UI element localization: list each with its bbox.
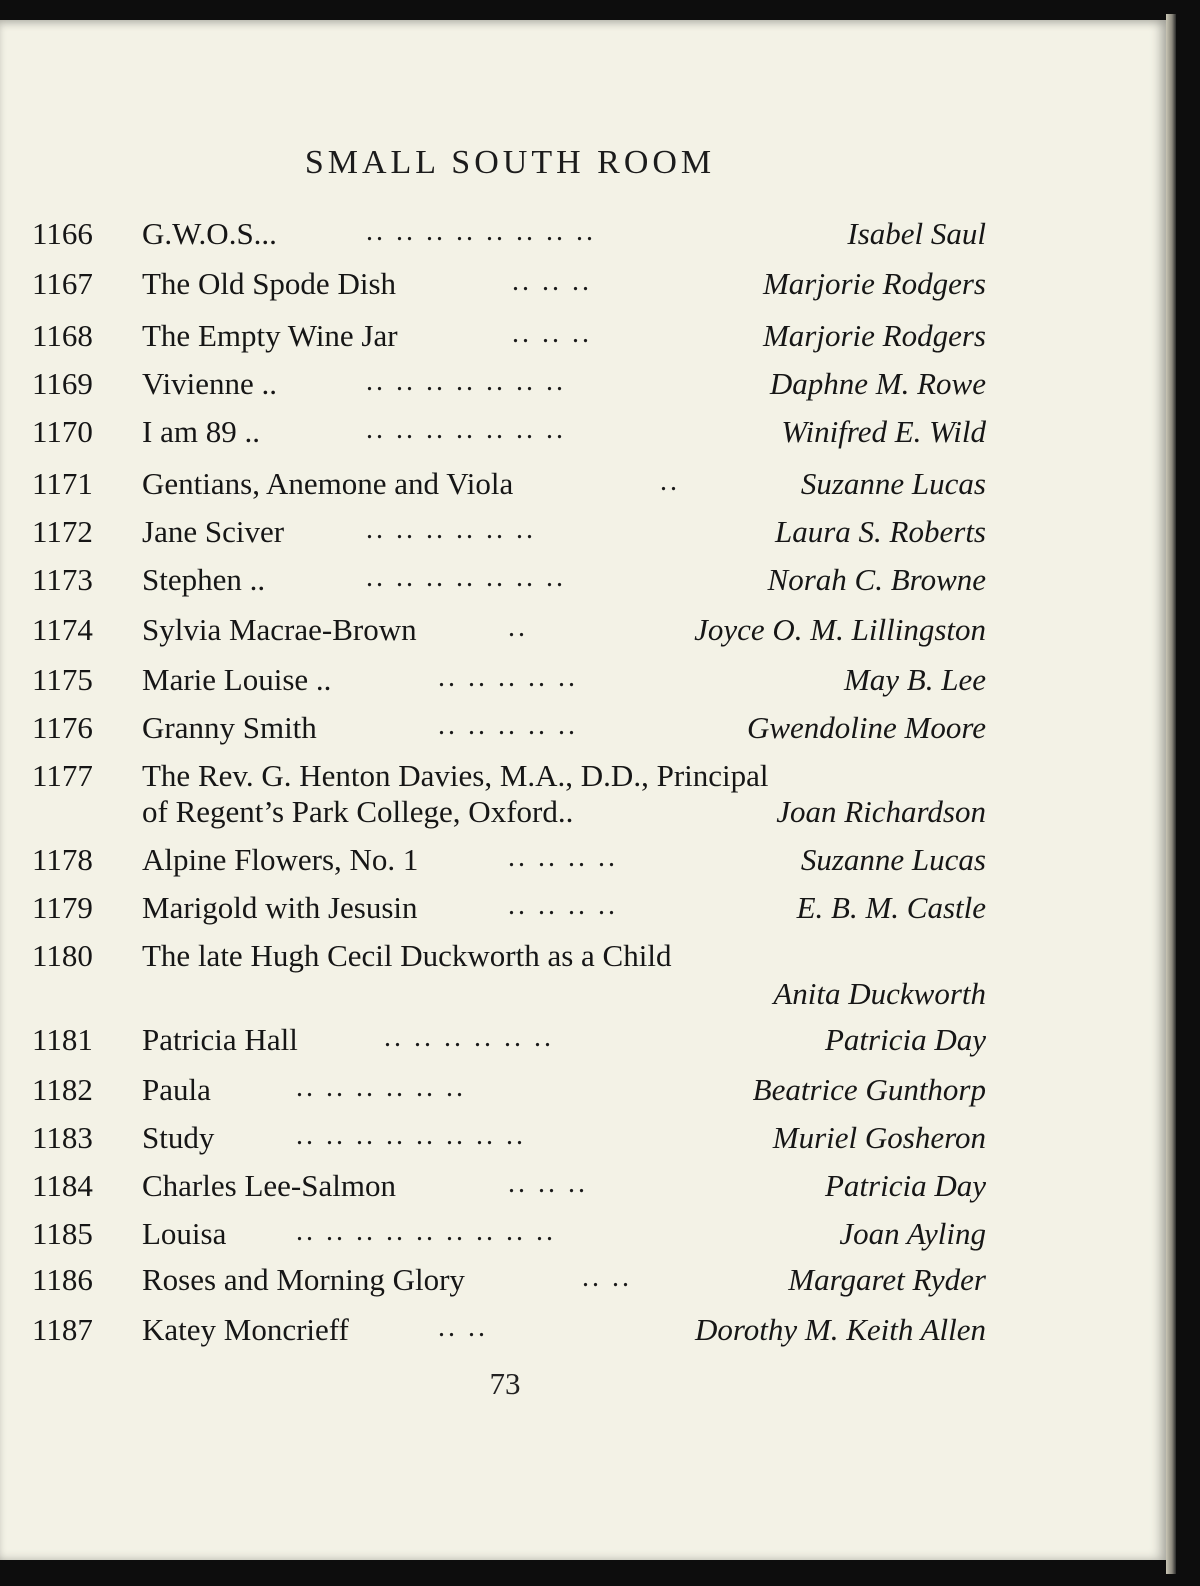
leader-dots: .. .. .. .. .. ..: [384, 1022, 554, 1053]
entry-title: Stephen ..: [142, 562, 266, 597]
leader-dots: .. ..: [582, 1262, 632, 1293]
entry-number: 1183: [32, 1120, 93, 1155]
entry-title: Sylvia Macrae-Brown: [142, 612, 417, 647]
leader-dots: .. .. .. ..: [508, 842, 618, 873]
entry-title: Roses and Morning Glory: [142, 1262, 465, 1297]
entry-title: The late Hugh Cecil Duckworth as a Child: [142, 938, 672, 973]
entry-number: 1187: [32, 1312, 93, 1347]
entry-number: 1173: [32, 562, 93, 597]
entry-number: 1176: [32, 710, 93, 745]
entry-number: 1181: [32, 1022, 93, 1057]
entry-title: Patricia Hall: [142, 1022, 298, 1057]
entry-artist: Joan Richardson: [776, 794, 986, 829]
entry-artist: Dorothy M. Keith Allen: [694, 1312, 986, 1347]
book-page-edge: [1166, 14, 1176, 1574]
page-heading: SMALL SOUTH ROOM: [304, 144, 716, 181]
catalogue-page: [0, 20, 1166, 1560]
entry-artist: Joan Ayling: [839, 1216, 986, 1251]
entry-artist: E. B. M. Castle: [796, 890, 986, 925]
entry-title: The Empty Wine Jar: [142, 318, 398, 353]
entry-artist: Suzanne Lucas: [800, 466, 986, 501]
leader-dots: .. .. ..: [512, 266, 592, 297]
leader-dots: .. .. .. .. ..: [438, 662, 578, 693]
entry-number: 1171: [32, 466, 93, 501]
entry-artist: Margaret Ryder: [788, 1262, 986, 1297]
leader-dots: .. .. .. .. .. ..: [366, 514, 536, 545]
leader-dots: .. .. ..: [508, 1168, 588, 1199]
leader-dots: .. .. .. .. .. .. .. .. ..: [296, 1216, 556, 1247]
entry-artist: Winifred E. Wild: [781, 414, 986, 449]
entry-number: 1185: [32, 1216, 93, 1251]
entry-title: Katey Moncrieff: [142, 1312, 349, 1347]
entry-title: Paula: [142, 1072, 211, 1107]
entry-number: 1186: [32, 1262, 93, 1297]
leader-dots: .. .. .. .. ..: [438, 710, 578, 741]
leader-dots: .. .. .. .. .. .. ..: [366, 414, 566, 445]
entry-number: 1177: [32, 758, 93, 793]
entry-artist: Daphne M. Rowe: [769, 366, 986, 401]
leader-dots: .. .. .. .. .. .. ..: [366, 366, 566, 397]
leader-dots: .. .. .. ..: [508, 890, 618, 921]
entry-number: 1182: [32, 1072, 93, 1107]
entry-title: Vivienne ..: [142, 366, 278, 401]
entry-artist: May B. Lee: [843, 662, 986, 697]
entry-artist: Laura S. Roberts: [775, 514, 986, 549]
entry-artist: Marjorie Rodgers: [762, 266, 986, 301]
entry-title: Alpine Flowers, No. 1: [142, 842, 419, 877]
entry-number: 1175: [32, 662, 93, 697]
leader-dots: ..: [508, 612, 528, 643]
entry-title: G.W.O.S...: [142, 216, 277, 251]
entry-number: 1166: [32, 216, 93, 251]
leader-dots: .. .. .. .. .. .. ..: [366, 562, 566, 593]
entry-title: Jane Sciver: [142, 514, 285, 549]
entry-artist: Joyce O. M. Lillingston: [694, 612, 986, 647]
entry-title-continued: of Regent’s Park College, Oxford..: [142, 794, 574, 829]
entry-number: 1178: [32, 842, 93, 877]
leader-dots: .. .. ..: [512, 318, 592, 349]
page-number: 73: [489, 1366, 521, 1401]
entry-title: The Old Spode Dish: [142, 266, 397, 301]
entry-artist: Marjorie Rodgers: [762, 318, 986, 353]
entry-artist: Norah C. Browne: [767, 562, 986, 597]
entry-title: I am 89 ..: [142, 414, 260, 449]
entry-title: The Rev. G. Henton Davies, M.A., D.D., Principal: [142, 758, 769, 793]
entry-number: 1172: [32, 514, 93, 549]
entry-number: 1169: [32, 366, 93, 401]
entry-artist: Patricia Day: [825, 1168, 986, 1203]
leader-dots: ..: [660, 466, 680, 497]
entries-list: [0, 20, 1166, 1560]
entry-number: 1174: [32, 612, 93, 647]
entry-title: Gentians, Anemone and Viola: [142, 466, 514, 501]
entry-title: Marie Louise ..: [142, 662, 332, 697]
entry-number: 1168: [32, 318, 93, 353]
entry-artist: Anita Duckworth: [773, 976, 986, 1011]
entry-artist: Isabel Saul: [847, 216, 986, 251]
leader-dots: .. .. .. .. .. .. .. ..: [296, 1120, 526, 1151]
entry-number: 1179: [32, 890, 93, 925]
entry-number: 1170: [32, 414, 93, 449]
entry-title: Louisa: [142, 1216, 227, 1251]
entry-title: Charles Lee-Salmon: [142, 1168, 396, 1203]
entry-artist: Gwendoline Moore: [746, 710, 986, 745]
entry-number: 1180: [32, 938, 93, 973]
leader-dots: .. .. .. .. .. .. .. ..: [366, 216, 596, 247]
entry-number: 1184: [32, 1168, 93, 1203]
entry-artist: Suzanne Lucas: [800, 842, 986, 877]
entry-artist: Patricia Day: [825, 1022, 986, 1057]
leader-dots: .. .. .. .. .. ..: [296, 1072, 466, 1103]
leader-dots: .. ..: [438, 1312, 488, 1343]
entry-title: Granny Smith: [142, 710, 317, 745]
entry-artist: Beatrice Gunthorp: [752, 1072, 986, 1107]
entry-title: Study: [142, 1120, 215, 1155]
entry-number: 1167: [32, 266, 93, 301]
entry-artist: Muriel Gosheron: [772, 1120, 986, 1155]
entry-title: Marigold with Jesusin: [142, 890, 418, 925]
